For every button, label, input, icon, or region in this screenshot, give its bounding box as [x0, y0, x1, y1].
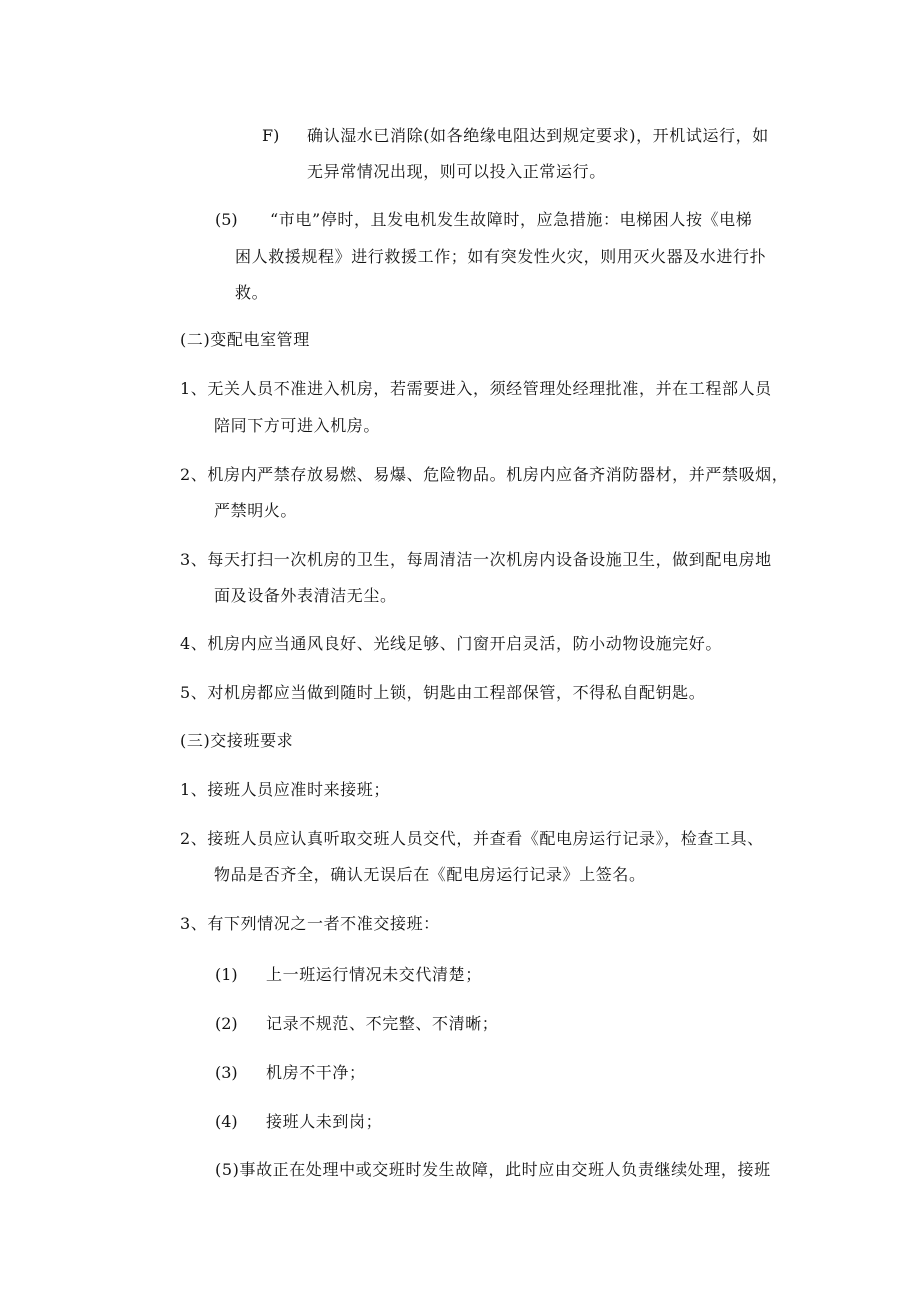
item-5-line2: 困人救援规程》进行救援工作；如有突发性火灾，则用灭火器及水进行扑: [235, 247, 767, 266]
list-item-continuation: 陪同下方可进入机房。: [214, 416, 381, 435]
list-item: 1、无关人员不准进入机房，若需要进入，须经管理处经理批准，并在工程部人员: [180, 379, 772, 398]
list-item: 5、对机房都应当做到随时上锁，钥匙由工程部保管，不得私自配钥匙。: [180, 683, 706, 702]
list-item: 1、接班人员应准时来接班；: [180, 780, 390, 799]
subitem-text: 机房不干净；: [266, 1063, 366, 1082]
section-2-heading: (二)变配电室管理: [180, 330, 310, 349]
list-item-continuation: 面及设备外表清洁无尘。: [214, 586, 397, 605]
list-item: 3、有下列情况之一者不准交接班：: [180, 914, 440, 933]
section-3-heading: (三)交接班要求: [180, 731, 294, 750]
subitem-text: 记录不规范、不完整、不清晰；: [266, 1014, 499, 1033]
item-5-marker: (5): [215, 210, 238, 229]
list-item: 3、每天打扫一次机房的卫生，每周清洁一次机房内设备设施卫生，做到配电房地: [180, 550, 772, 569]
subitem-marker: (3): [215, 1063, 238, 1082]
item-f-line1: 确认湿水已消除(如各绝缘电阻达到规定要求)，开机试运行，如: [307, 126, 769, 145]
list-item-continuation: 严禁明火。: [214, 501, 298, 520]
subitem-text: 接班人未到岗；: [266, 1112, 383, 1131]
item-f-marker: F): [262, 126, 280, 145]
subitem-marker: (4): [215, 1112, 238, 1131]
list-item: 2、机房内严禁存放易燃、易爆、危险物品。机房内应备齐消防器材，并严禁吸烟，: [180, 465, 789, 484]
subitem-marker: (2): [215, 1014, 238, 1033]
list-item: 2、接班人员应认真听取交班人员交代，并查看《配电房运行记录》，检查工具、: [180, 829, 764, 848]
subitem-text: 上一班运行情况未交代清楚；: [266, 965, 482, 984]
item-f-line2: 无异常情况出现，则可以投入正常运行。: [307, 162, 606, 181]
subitem-marker: (1): [215, 965, 238, 984]
item-5-line3: 救。: [235, 283, 269, 302]
list-item: 4、机房内应当通风良好、光线足够、门窗开启灵活，防小动物设施完好。: [180, 634, 722, 653]
subitem-last-line: (5)事故正在处理中或交班时发生故障，此时应由交班人负责继续处理，接班: [215, 1160, 771, 1179]
list-item-continuation: 物品是否齐全，确认无误后在《配电房运行记录》上签名。: [214, 865, 646, 884]
item-5-line1: “市电”停时，且发电机发生故障时，应急措施：电梯困人按《电梯: [270, 210, 753, 229]
